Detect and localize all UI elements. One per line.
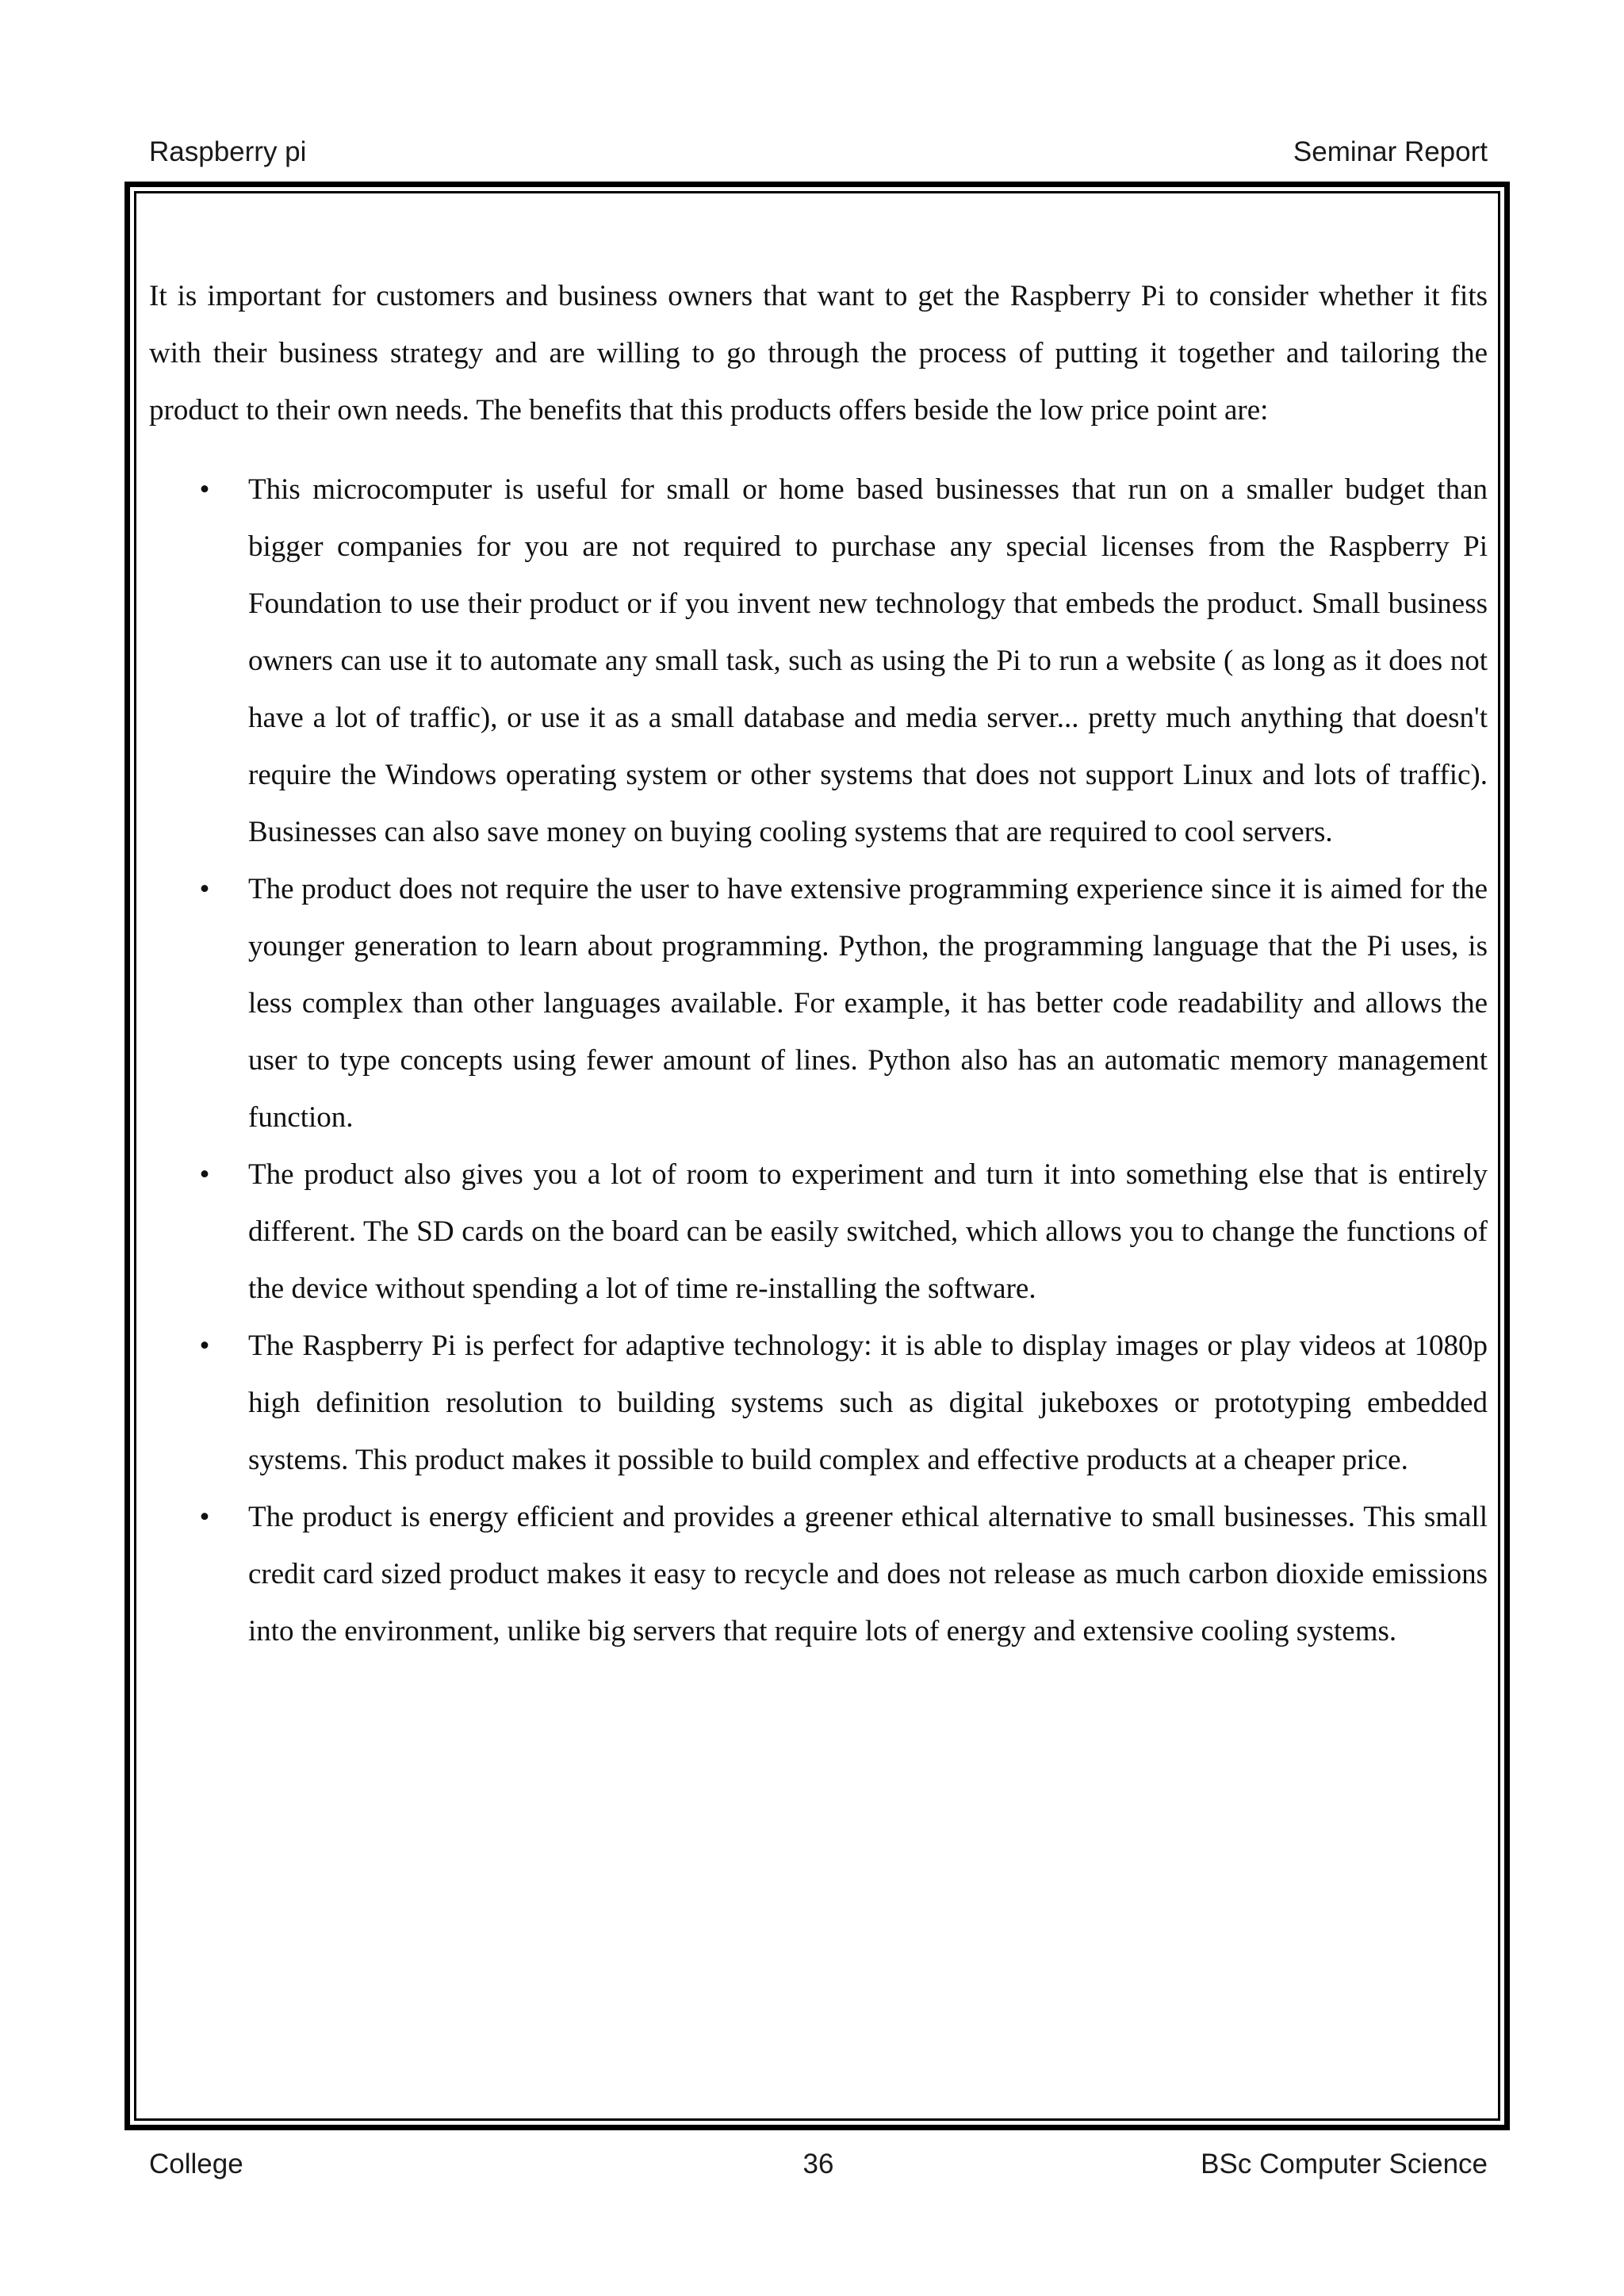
bullet-icon: • [199, 1501, 210, 1533]
page-footer [149, 2149, 1488, 2185]
list-item-text: The Raspberry Pi is perfect for adaptive technology: it is able to display images or play videos at 1080p high definition resolution to building systems such as digital jukeboxes or prototyping embedded systems. This product makes it possible to build complex and effective products at a cheaper price. [248, 1330, 1488, 1476]
list-item-text: The product is energy efficient and provides a greener ethical alternative to small businesses. This small credit card sized product makes it easy to recycle and does not release as much carbon dioxide emissions into the environment, unlike big servers that require lots of energy and extensive cooling systems. [248, 1501, 1488, 1647]
list-item [149, 1489, 1488, 1660]
list-item-text: The product also gives you a lot of room to experiment and turn it into something else that is entirely different. The SD cards on the board can be easily switched, which allows you to change the functions of the device without spending a lot of time re-installing the software. [248, 1158, 1488, 1305]
list-item [149, 1146, 1488, 1318]
bullet-icon: • [199, 1158, 210, 1191]
bullet-icon: • [199, 873, 210, 905]
header-title: Raspberry pi [149, 136, 307, 167]
page-header [149, 136, 1488, 173]
list-item [149, 861, 1488, 1146]
intro-paragraph: It is important for customers and business owners that want to get the Raspberry Pi to consider whether it fits with their business strategy and are willing to go through the process of putting it together and tailoring the product to their own needs. The benefits that this products offers beside the low price point are: [149, 280, 1488, 427]
bullet-icon: • [199, 473, 210, 506]
list-item [149, 461, 1488, 861]
list-item [149, 1318, 1488, 1489]
footer-institution: College [149, 2149, 243, 2179]
list-item-text: The product does not require the user to have extensive programming experience since it is aimed for the younger generation to learn about programming. Python, the programming language that the Pi uses, is less complex than other languages available. For example, it has better code readability and allows the user to type concepts using fewer amount of lines. Python also has an automatic memory management function. [248, 873, 1488, 1134]
header-report-type: Seminar Report [1293, 136, 1488, 167]
page-number: 36 [802, 2149, 834, 2179]
list-item-text: This microcomputer is useful for small or home based businesses that run on a smaller budget than bigger companies for you are not required to purchase any special licenses from the Raspberry Pi Foundation to use their product or if you invent new technology that embeds the product. Small business owners can use it to automate any small task, such as using the Pi to run a website ( as long as it does not have a lot of traffic), or use it as a small database and media server... pretty much anything that doesn't require the Windows operating system or other systems that does not support Linux and lots of traffic). Businesses can also save money on buying cooling systems that are required to cool servers. [248, 473, 1488, 848]
benefits-list [149, 461, 1488, 1660]
page-content [149, 268, 1488, 1660]
bullet-icon: • [199, 1330, 210, 1362]
footer-course: BSc Computer Science [1201, 2149, 1488, 2179]
